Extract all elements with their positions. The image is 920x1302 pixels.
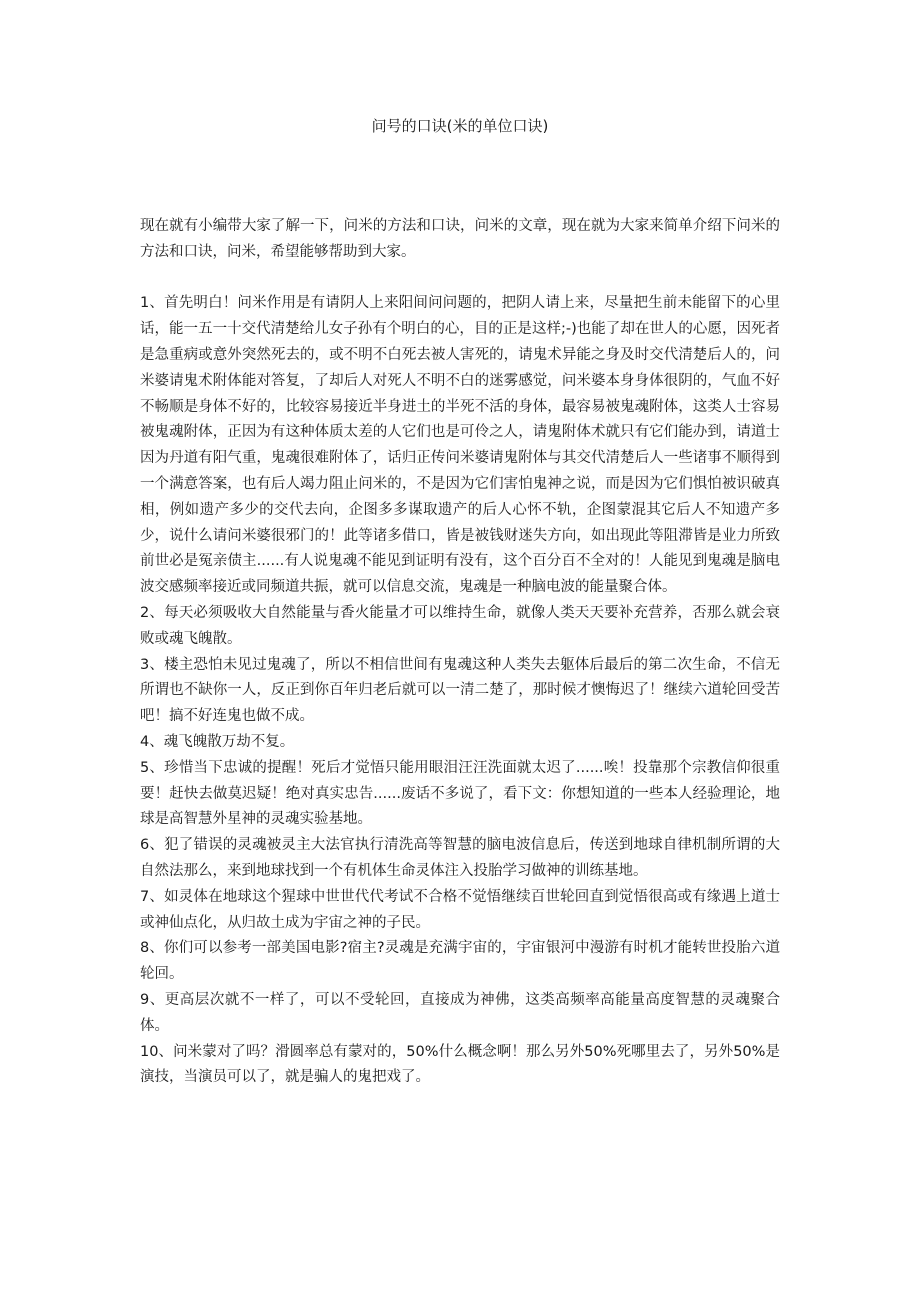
- paragraph-item-1: 1、首先明白！问米作用是有请阴人上来阳间问问题的，把阴人请上来，尽量把生前未能留下的心里话，能一五一十交代清楚给儿女子孙有个明白的心，目的正是这样;-)也能了却在世人的心愿，因死者是急重病或意外突然死去的，或不明不白死去被人害死的，请鬼术异能之身及时交代清楚后人的，问米婆请鬼术附体能对答复，了却后人对死人不明不白的迷雾感觉，问米婆本身身体很阴的，气血不好不畅顺是身体不好的，比较容易接近半身进土的半死不活的身体，最容易被鬼魂附体，这类人士容易被鬼魂附体，正因为有这种体质太差的人它们也是可伶之人，请鬼附体术就只有它们能办到，请道士因为丹道有阳气重，鬼魂很难附体了，话归正传问米婆请鬼附体与其交代清楚后人一些诸事不顺得到一个满意答案，也有后人竭力阻止问米的，不是因为它们害怕鬼神之说，而是因为它们惧怕被识破真相，例如遗产多少的交代去向，企图多多谋取遗产的后人心怀不轨，企图蒙混其它后人不知遗产多少，说什么请问米婆很邪门的！此等诸多借口，皆是被钱财迷失方向，如出现此等阻滞皆是业力所致前世必是冤亲债主......有人说鬼魂不能见到证明有没有，这个百分百不全对的！人能见到鬼魂是脑电波交感频率接近或同频道共振，就可以信息交流，鬼魂是一种脑电波的能量聚合体。: [140, 295, 780, 596]
- paragraph-item-10: 10、问米蒙对了吗？滑圆率总有蒙对的，50%什么概念啊！那么另外50%死哪里去了，另外50%是演技，当演员可以了，就是骗人的鬼把戏了。: [140, 1043, 780, 1086]
- paragraph-item-5: 5、珍惜当下忠诚的提醒！死后才觉悟只能用眼泪汪汪洗面就太迟了......唉！投靠那个宗教信仰很重要！赶快去做莫迟疑！绝对真实忠告......废话不多说了，看下文：你想知道的一些本人经验理论，地球是高智慧外星神的灵魂实验基地。: [140, 759, 780, 828]
- paragraph-item-2: 2、每天必须吸收大自然能量与香火能量才可以维持生命，就像人类天天要补充营养，否那么就会衰败或魂飞魄散。: [140, 604, 780, 647]
- paragraph-item-4: 4、魂飞魄散万劫不复。: [140, 733, 295, 750]
- document-title: 问号的口诀(米的单位口诀): [371, 117, 549, 135]
- paragraph-item-6: 6、犯了错误的灵魂被灵主大法官执行清洗高等智慧的脑电波信息后，传送到地球自律机制所谓的大自然法那么，来到地球找到一个有机体生命灵体注入投胎学习做神的训练基地。: [140, 837, 780, 879]
- paragraph-item-7: 7、如灵体在地球这个猩球中世世代代考试不合格不觉悟继续百世轮回直到觉悟很高或有缘遇上道士或神仙点化，从归故土成为宇宙之神的子民。: [140, 888, 780, 931]
- paragraph-item-3: 3、楼主恐怕未见过鬼魂了，所以不相信世间有鬼魂这种人类失去躯体后最后的第二次生命，不信无所谓也不缺你一人，反正到你百年归老后就可以一清二楚了，那时候才懊悔迟了！继续六道轮回受苦吧！搞不好连鬼也做不成。: [140, 656, 780, 725]
- paragraph-item-8: 8、你们可以参考一部美国电影?宿主?灵魂是充满宇宙的，宇宙银河中漫游有时机才能转世投胎六道轮回。: [140, 940, 780, 983]
- paragraph-item-9: 9、更高层次就不一样了，可以不受轮回，直接成为神佛，这类高频率高能量高度智慧的灵魂聚合体。: [140, 991, 780, 1034]
- intro-paragraph: 现在就有小编带大家了解一下，问米的方法和口诀，问米的文章，现在就为大家来简单介绍下问米的方法和口诀，问米，希望能够帮助到大家。: [140, 218, 780, 260]
- document-body: [140, 214, 780, 1091]
